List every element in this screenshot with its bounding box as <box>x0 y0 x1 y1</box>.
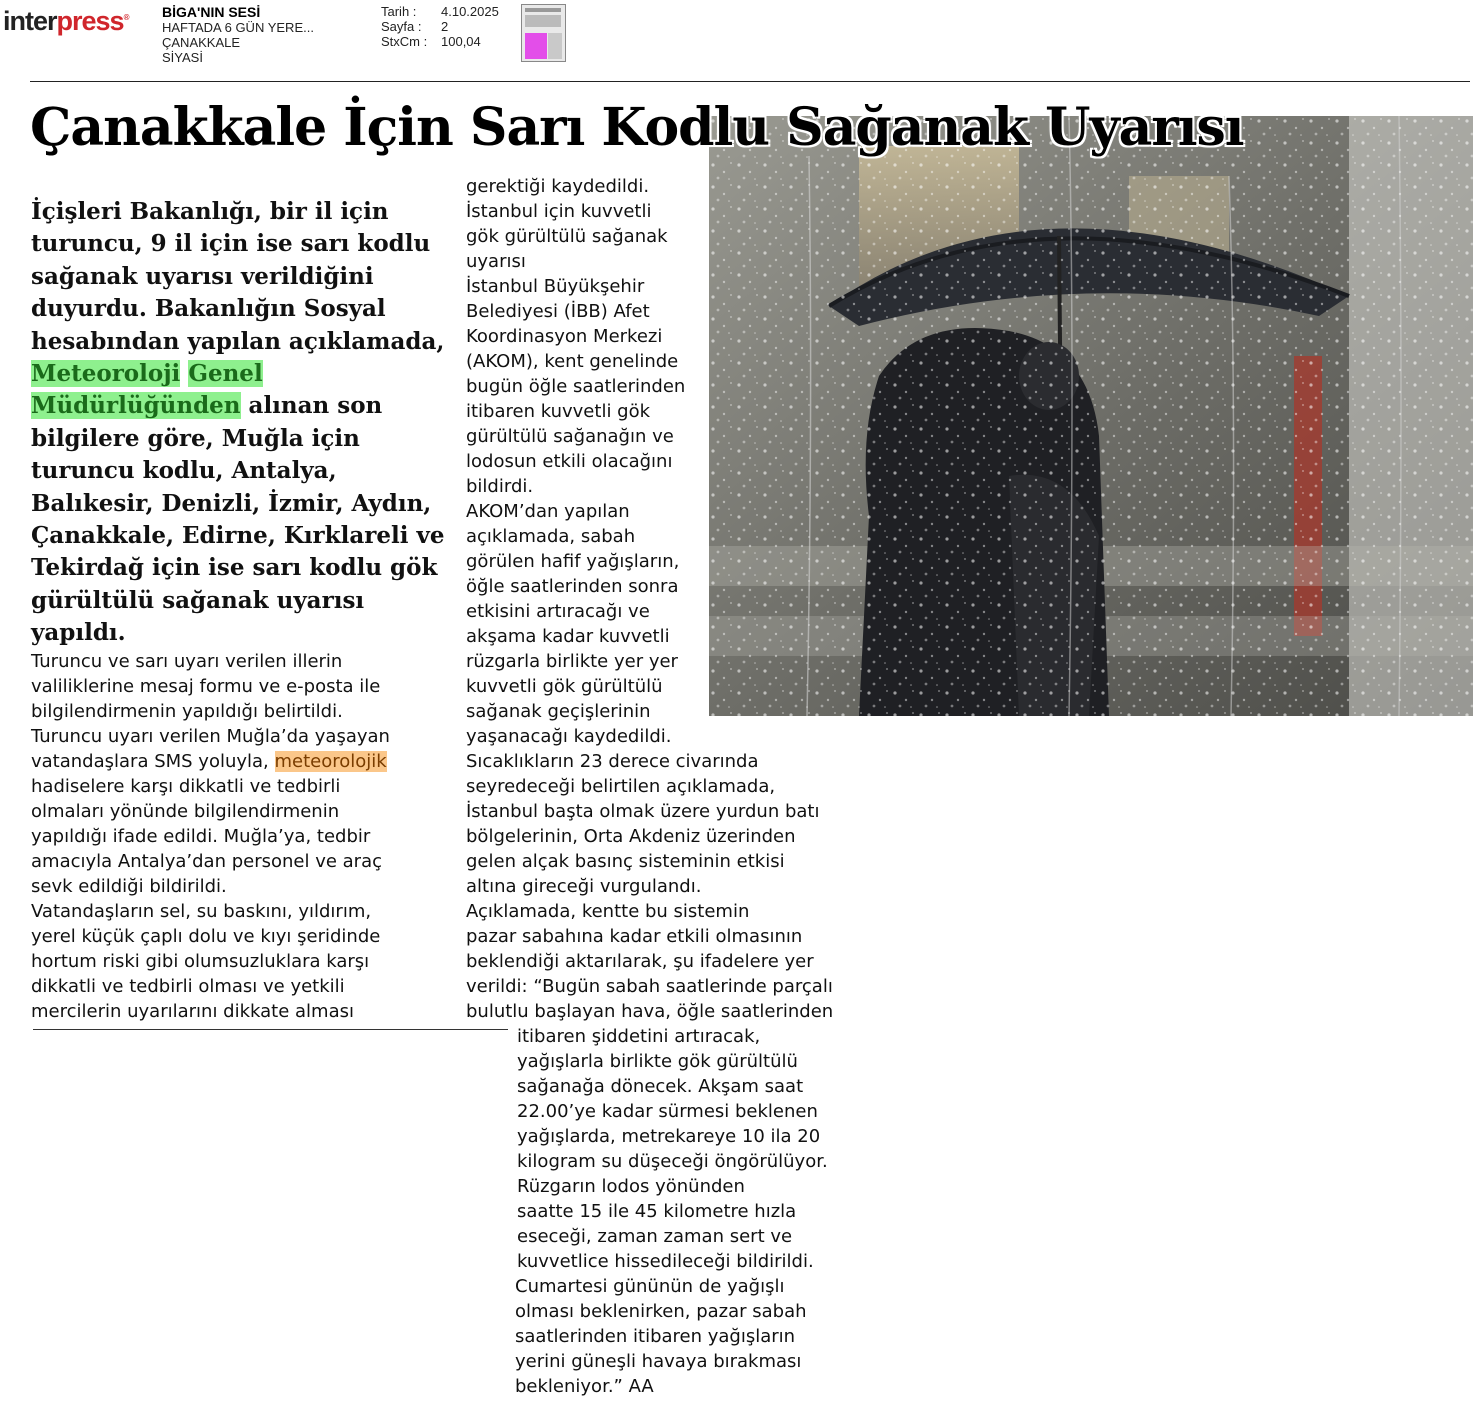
text-line: Açıklamada, kentte bu sistemin <box>466 901 750 922</box>
text-line: öğle saatlerinden sonra <box>466 576 679 597</box>
text-line: eseceği, zaman zaman sert ve <box>517 1226 793 1247</box>
text-line: hortum riski gibi olumsuzluklara karşı <box>31 951 370 972</box>
text-line: bildirdi. <box>466 476 534 497</box>
text-line: mercilerin uyarılarını dikkate alması <box>31 1001 354 1022</box>
text-line: vatandaşlara SMS yoluyla, meteorolojik <box>31 751 387 772</box>
text-line: bekleniyor.” AA <box>515 1376 654 1397</box>
keyword-highlight: Müdürlüğünden <box>31 392 241 420</box>
article-column-1 <box>31 649 390 1024</box>
text-line: olmaları yönünde bilgilendirmenin <box>31 801 340 822</box>
text-line: Belediyesi (İBB) Afet <box>466 301 650 322</box>
article-column-3 <box>517 1024 828 1274</box>
text-line: (AKOM), kent genelinde <box>466 351 679 372</box>
text-line: beklendiği aktarılarak, şu ifadelere yer <box>466 951 814 972</box>
publication-city: ÇANAKKALE <box>162 35 241 50</box>
text-line: yaşanacağı kaydedildi. <box>466 726 672 747</box>
text-line: saatte 15 ile 45 kilometre hızla <box>517 1201 797 1222</box>
text-line: gelen alçak basınç sisteminin etkisi <box>466 851 785 872</box>
text-line: İstanbul için kuvvetli <box>466 201 652 222</box>
publication-frequency: HAFTADA 6 GÜN YERE... <box>162 20 314 35</box>
text-line: Koordinasyon Merkezi <box>466 326 663 347</box>
text-line: Turuncu ve sarı uyarı verilen illerin <box>31 651 343 672</box>
text-line: lodosun etkili olacağını <box>466 451 673 472</box>
text-line: itibaren kuvvetli gök <box>466 401 651 422</box>
text-line: verildi: “Bugün sabah saatlerinde parçalı <box>466 976 833 997</box>
text-line: Cumartesi gününün de yağışlı <box>515 1276 785 1297</box>
text-line: bölgelerinin, Orta Akdeniz üzerinden <box>466 826 796 847</box>
text-line: dikkatli ve tedbirli olması ve yetkili <box>31 976 345 997</box>
page-thumbnail[interactable] <box>521 4 566 62</box>
text-line: sağanak geçişlerinin <box>466 701 651 722</box>
text-line: görülen hafif yağışların, <box>466 551 680 572</box>
text-line: saatlerinden itibaren yağışların <box>515 1326 796 1347</box>
text-line: AKOM’dan yapılan <box>466 501 630 522</box>
text-line: İstanbul başta olmak üzere yurdun batı <box>466 801 820 822</box>
text-line: açıklamada, sabah <box>466 526 636 547</box>
text-line: kilogram su düşeceği öngörülüyor. <box>517 1151 828 1172</box>
stxcm-row: StxCm : 100,04 <box>381 34 481 49</box>
text-line: kuvvetli gök gürültülü <box>466 676 663 697</box>
text-line: İstanbul Büyükşehir <box>466 276 645 297</box>
interpress-logo: interpress® <box>3 6 129 36</box>
keyword-highlight: meteorolojik <box>274 751 387 772</box>
text-line: altına gireceği vurgulandı. <box>466 876 702 897</box>
text-line: yapıldığı ifade edildi. Muğla’ya, tedbir <box>31 826 371 847</box>
keyword-highlight: Meteoroloji <box>31 360 181 388</box>
text-line: 22.00’ye kadar sürmesi beklenen <box>517 1101 818 1122</box>
text-line: olması beklenirken, pazar sabah <box>515 1301 807 1322</box>
text-line: valiliklerine mesaj formu ve e-posta ile <box>31 676 381 697</box>
text-line: Rüzgarın lodos yönünden <box>517 1176 745 1197</box>
text-line: seyredeceği belirtilen açıklamada, <box>466 776 776 797</box>
text-line: bugün öğle saatlerinden <box>466 376 686 397</box>
text-line: yerini güneşli havaya bırakması <box>515 1351 802 1372</box>
keyword-highlight: Genel <box>188 360 263 388</box>
text-line: sevk edildiği bildirildi. <box>31 876 227 897</box>
text-line: Turuncu uyarı verilen Muğla’da yaşayan <box>31 726 390 747</box>
text-line: yağışlarda, metrekareye 10 ila 20 <box>517 1126 821 1147</box>
text-line: pazar sabahına kadar etkili olmasının <box>466 926 803 947</box>
text-line: uyarısı <box>466 251 526 272</box>
text-line: gürültülü sağanağın ve <box>466 426 674 447</box>
publication-category: SİYASİ <box>162 50 203 65</box>
text-line: bulutlu başlayan hava, öğle saatlerinden <box>466 1001 834 1022</box>
text-line: yağışlarla birlikte gök gürültülü <box>517 1051 798 1072</box>
text-line: etkisini artıracağı ve <box>466 601 650 622</box>
text-line: hadiselere karşı dikkatli ve tedbirli <box>31 776 341 797</box>
text-line: rüzgarla birlikte yer yer <box>466 651 678 672</box>
text-line: akşama kadar kuvvetli <box>466 626 670 647</box>
text-line: bilgilendirmenin yapıldığı belirtildi. <box>31 701 343 722</box>
article-title: Çanakkale İçin Sarı Kodlu Sağanak Uyarısı <box>30 97 1244 158</box>
publication-info <box>162 5 314 65</box>
article-lead: İçişleri Bakanlığı, bir il için turuncu, 9 il için ise sarı kodlu sağanak uyarısı verildiğini duyurdu. Bakanlığın Sosyal hesabından yapılan açıklamada, Meteoroloji Genel Müdürlüğünden alınan son bilgilere göre, Muğla için turuncu kodlu, Antalya, Balıkesir, Denizli, İzmir, Aydın, Çanakkale, Edirne, Kırklareli ve Tekirdağ için ise sarı kodlu gök gürültülü sağanak uyarısı yapıldı. <box>31 198 445 647</box>
article-column-3-end <box>515 1274 807 1399</box>
text-line: gök gürültülü sağanak <box>466 226 668 247</box>
text-line: yerel küçük çaplı dolu ve kıyı şeridinde <box>31 926 381 947</box>
text-line: amacıyla Antalya’dan personel ve araç <box>31 851 382 872</box>
publication-name: BİGA'NIN SESİ <box>162 4 261 20</box>
article-column-2 <box>466 174 833 1024</box>
header-divider <box>30 81 1470 82</box>
text-line: kuvvetlice hissedileceği bildirildi. <box>517 1251 814 1272</box>
date-row: Tarih : 4.10.2025 <box>381 4 499 19</box>
column-divider <box>33 1029 508 1030</box>
clipping-meta <box>381 4 499 49</box>
text-line: Sıcaklıkların 23 derece civarında <box>466 751 759 772</box>
page-row: Sayfa : 2 <box>381 19 449 34</box>
text-line: sağanağa dönecek. Akşam saat <box>517 1076 804 1097</box>
text-line: Vatandaşların sel, su baskını, yıldırım, <box>31 901 372 922</box>
text-line: itibaren şiddetini artıracak, <box>517 1026 761 1047</box>
text-line: gerektiği kaydedildi. <box>466 176 650 197</box>
